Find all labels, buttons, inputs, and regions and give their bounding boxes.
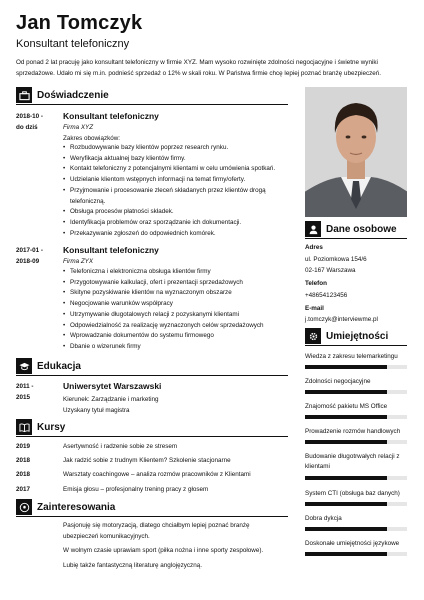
skill-name: Zdolności negocjacyjne	[305, 378, 371, 385]
graduation-cap-icon	[16, 358, 32, 374]
skill-bar-fill	[305, 552, 387, 556]
list-item: • Rozbudowywanie bazy klientów poprzez research rynku.	[63, 143, 283, 154]
skill-bar-fill	[305, 527, 387, 531]
list-item: • Dbanie o wizerunek firmy	[63, 342, 283, 353]
list-item: • Odpowiedzialność za realizację wyznaczonych celów sprzedażowych	[63, 321, 283, 332]
candidate-name: Jan Tomczyk	[16, 12, 143, 34]
profile-photo	[305, 87, 407, 217]
skill-bar	[305, 552, 407, 556]
courses-section-header	[16, 419, 65, 435]
school-name: Uniwersytet Warszawski	[63, 381, 162, 391]
phone-value: +48654123456	[305, 292, 348, 299]
divider	[305, 238, 407, 239]
personal-section-header	[305, 221, 397, 237]
divider	[16, 516, 288, 517]
job-2-title: Konsultant telefoniczny	[63, 245, 159, 255]
list-item: • Przygotowywanie kalkulacji, ofert i prezentacji sprzedażowych	[63, 278, 283, 289]
address-line-2: 02-167 Warszawa	[305, 267, 356, 274]
job-1-duties	[63, 143, 283, 239]
list-item: • Utrzymywanie długotalowych relacji z pozyskanymi klientami	[63, 310, 283, 321]
skill-name: Dobra dykcja	[305, 515, 342, 522]
job-2-dates	[16, 245, 43, 267]
job-2-company: Firma ZYX	[63, 258, 94, 265]
skill-bar	[305, 365, 407, 369]
address-line-1: ul. Poziomkowa 154/6	[305, 256, 367, 263]
divider	[16, 436, 288, 437]
skill-bar	[305, 440, 407, 444]
skill-name: Wiedza z zakresu telemarketingu	[305, 353, 398, 360]
course-name: Asertywność i radzenie sobie ze stresem	[63, 443, 178, 450]
interest-paragraph-1: Pasjonuję się motoryzacją, dlatego chciałbym lepiej poznać branżę ubezpieczeń komunikacyjnych.	[63, 522, 250, 540]
skills-title: Umiejętności	[326, 330, 389, 342]
skill-bar-fill	[305, 390, 387, 394]
course-year: 2019	[16, 443, 31, 450]
job-1-title: Konsultant telefoniczny	[63, 111, 159, 121]
skill-bar	[305, 390, 407, 394]
list-item: • Wprowadzanie dokumentów do systemu firmowego	[63, 331, 283, 342]
course-year: 2018	[16, 471, 31, 478]
skill-bar-fill	[305, 365, 387, 369]
job-title: Konsultant telefoniczny	[16, 38, 130, 50]
skill-bar	[305, 502, 407, 506]
job-2-duties	[63, 267, 283, 353]
job-2-date-from: 2017-01 -	[16, 247, 43, 254]
education-degree: Uzyskany tytuł magistra	[63, 407, 130, 414]
list-item: • Negocjowanie warunków współpracy	[63, 299, 283, 310]
experience-section-header	[16, 87, 109, 103]
list-item: • Skityne pozyskiwanie klientów na wyznaczonym obszarze	[63, 288, 283, 299]
list-item: • Przyjmowanie i procesowanie zleceń składanych przez klientów drogą telefoniczną.	[63, 186, 283, 207]
skill-name: System CTI (obsługa baz danych)	[305, 490, 400, 497]
experience-title: Doświadczenie	[37, 89, 109, 101]
education-title: Edukacja	[37, 360, 81, 372]
skill-bar-fill	[305, 440, 387, 444]
list-item: • Kontakt telefoniczny z potencjalnymi klientami w celu umówienia spotkań.	[63, 164, 283, 175]
skill-name: Budowanie długotrwałych relacji z klientami	[305, 453, 400, 470]
skill-name: Prowadzenie rozmów handlowych	[305, 428, 401, 435]
courses-title: Kursy	[37, 421, 66, 433]
job-1-resp-label: Zakres obowiązków:	[63, 135, 121, 142]
interest-paragraph-3: Lubię także fantastyczną literaturę anglojęzyczną.	[63, 562, 202, 569]
skill-bar-fill	[305, 476, 387, 480]
divider	[16, 375, 288, 376]
address-label: Adres	[305, 244, 323, 251]
course-name: Emisja głosu – profesjonalny trening pracy z głosem	[63, 486, 209, 493]
education-date-to: 2015	[16, 394, 31, 401]
phone-label: Telefon	[305, 280, 327, 287]
education-date-from: 2011 -	[16, 383, 34, 390]
education-field: Kierunek: Zarządzanie i marketing	[63, 396, 159, 403]
course-name: Warsztaty coachingowe – analiza rozmów pracowników z Klientami	[63, 471, 251, 478]
list-item: • Weryfikacja aktualnej bazy klientów firmy.	[63, 154, 283, 165]
divider	[305, 345, 407, 346]
skill-bar-fill	[305, 502, 387, 506]
interests-title: Zainteresowania	[37, 501, 116, 513]
book-icon	[16, 419, 32, 435]
email-value: j.tomczyk@interviewme.pl	[305, 316, 378, 323]
education-details	[63, 394, 159, 416]
job-2-date-to: 2018-09	[16, 258, 40, 265]
skill-name: Znajomość pakietu MS Office	[305, 403, 388, 410]
soccer-ball-icon	[16, 499, 32, 515]
skills-section-header	[305, 328, 388, 344]
education-section-header	[16, 358, 81, 374]
job-1-company: Firma XYZ	[63, 124, 94, 131]
skill-bar	[305, 527, 407, 531]
skill-name: Doskonałe umiejętności językowe	[305, 540, 400, 547]
interests-section-header	[16, 499, 115, 515]
gear-icon	[305, 328, 321, 344]
personal-title: Dane osobowe	[326, 223, 397, 235]
list-item: • Przekazywanie zgłoszeń do odpowiednich komórek.	[63, 229, 283, 240]
job-1-date-to: do dziś	[16, 124, 38, 131]
skill-bar-fill	[305, 415, 387, 419]
list-item: • Udzielanie klientom wstępnych informacji na temat firmy/oferty.	[63, 175, 283, 186]
job-1-date-from: 2018-10 -	[16, 113, 43, 120]
email-label: E-mail	[305, 305, 324, 312]
list-item: • Obsługa procesów płatności składek.	[63, 207, 283, 218]
profile-summary: Od ponad 2 lat pracuję jako konsultant telefoniczny w firmie XYZ. Mam wysoko rozwinięte zdolności negocjacyjne i świetne wyniki sprzedażowe. Udało mi się m.in. podnieść sprzedaż o 12% w skali roku. W Państwa firmie chcę lepiej poznać branżę ubezpieczeń.	[16, 59, 382, 77]
divider	[16, 104, 288, 105]
course-name: Jak radzić sobie z trudnym Klientem? Szkolenie stacjonarne	[63, 457, 231, 464]
list-item: • Telefoniczna i elektroniczna obsługa klientów firmy	[63, 267, 283, 278]
person-icon	[305, 221, 321, 237]
address-value	[305, 254, 367, 276]
skill-bar	[305, 476, 407, 480]
briefcase-icon	[16, 87, 32, 103]
course-year: 2017	[16, 486, 31, 493]
interest-paragraph-2: W wolnym czasie uprawiam sport (piłka nożna i inne sporty zespołowe).	[63, 547, 264, 554]
education-dates	[16, 381, 34, 403]
list-item: • Identyfikacja problemów oraz sporządzanie ich dokumentacji.	[63, 218, 283, 229]
course-year: 2018	[16, 457, 31, 464]
skill-bar	[305, 415, 407, 419]
job-1-dates	[16, 111, 43, 133]
